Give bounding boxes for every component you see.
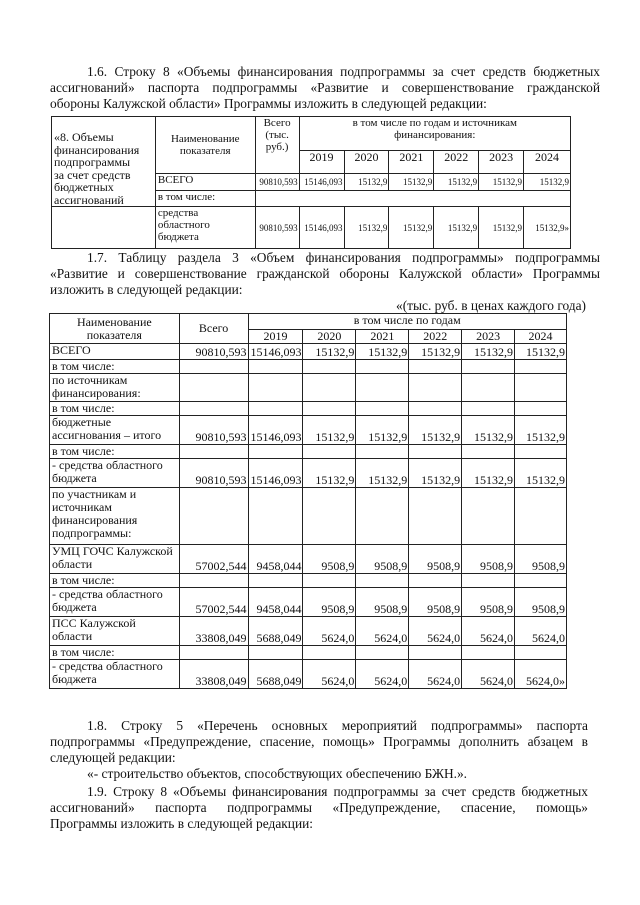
subprogram-financing-table	[49, 313, 567, 689]
cell-empty	[255, 191, 570, 207]
cell-value: 15146,093	[248, 416, 303, 445]
year-header: 2024	[515, 330, 567, 344]
table-row	[50, 445, 567, 459]
row-label: ВСЕГО	[50, 344, 180, 360]
row-label-line: бюджетных	[54, 180, 114, 194]
row-label: по источникам финансирования:	[50, 374, 180, 402]
cell-value	[409, 360, 462, 374]
cell-value	[462, 646, 515, 660]
text-line: «Развитие и совершенствование гражданской обороны Калужской области» Программы	[50, 266, 600, 281]
header-years-group: в том числе по годам	[248, 314, 567, 330]
header-total: Всего	[179, 314, 248, 344]
cell-value	[303, 646, 356, 660]
table-row	[50, 459, 567, 488]
cell-value: 5624,0	[409, 617, 462, 646]
table-row	[50, 588, 567, 617]
cell-value: 5624,0	[356, 660, 409, 689]
cell-value	[409, 488, 462, 545]
table-row	[50, 545, 567, 574]
cell-value	[356, 360, 409, 374]
cell-value: 9458,044	[248, 588, 303, 617]
cell-value	[462, 488, 515, 545]
cell-value: 9508,9	[462, 545, 515, 574]
cell-value	[248, 574, 303, 588]
cell-value	[248, 488, 303, 545]
row-label-line: финансирования	[54, 142, 140, 157]
table-row	[50, 416, 567, 445]
cell-value	[356, 646, 409, 660]
table-row	[50, 344, 567, 360]
year-header: 2023	[479, 151, 524, 174]
cell-value	[515, 445, 567, 459]
cell-total: 57002,544	[179, 545, 248, 574]
cell-total: 90810,593	[179, 344, 248, 360]
cell-value: 5624,0	[303, 660, 356, 689]
row-label-line: за счет средств	[54, 167, 131, 182]
row-label: в том числе:	[50, 574, 180, 588]
text-line: 1.9. Строку 8 «Объемы финансирования подпрограммы за счет средств бюджетных	[87, 784, 588, 799]
row-label-line: подпрограммы	[54, 155, 131, 169]
text-line: изложить в следующей редакции:	[50, 282, 243, 297]
table-row	[50, 617, 567, 646]
cell-value: 15132,9	[356, 416, 409, 445]
cell-value: 15132,9»	[524, 207, 571, 249]
year-header: 2024	[524, 151, 571, 174]
cell-value: 15132,9	[356, 344, 409, 360]
cell-value	[356, 402, 409, 416]
cell-value: 15132,9	[479, 173, 524, 190]
row-label: - средства областного бюджета	[50, 660, 180, 689]
text-line: ассигнований» паспорта подпрограммы «Развитие и совершенствование гражданской	[50, 80, 600, 95]
header-text: финансирования:	[394, 129, 476, 141]
cell-total: 33808,049	[179, 617, 248, 646]
text-line: подпрограммы «Предупреждение, спасение, помощь» Программы дополнить абзацем в	[50, 734, 588, 749]
cell-value	[356, 488, 409, 545]
table-row	[50, 360, 567, 374]
cell-value: 15132,9	[524, 173, 571, 190]
header-text: (тыс.	[265, 129, 289, 141]
cell-value	[356, 574, 409, 588]
row-label: ПСС Калужской области	[50, 617, 180, 646]
cell-value	[248, 445, 303, 459]
cell-value	[515, 488, 567, 545]
year-header: 2021	[389, 151, 434, 174]
text-line: обороны Калужской области» Программы изложить в следующей редакции:	[50, 96, 487, 111]
row-label-cell	[52, 117, 156, 207]
cell-value: 15132,9	[479, 207, 524, 249]
cell-value	[515, 360, 567, 374]
cell-total	[179, 574, 248, 588]
cell-value: 9508,9	[356, 545, 409, 574]
year-header: 2019	[248, 330, 303, 344]
cell-value: 15132,9	[303, 344, 356, 360]
cell-value: 15146,093	[248, 459, 303, 488]
paragraph-1-8	[50, 718, 588, 782]
cell-value: 5624,0	[409, 660, 462, 689]
cell-value: 5624,0	[462, 660, 515, 689]
cell-value: 15132,9	[434, 173, 479, 190]
cell-value	[248, 402, 303, 416]
cell-value	[303, 445, 356, 459]
header-indicator	[155, 117, 255, 174]
cell-value	[409, 374, 462, 402]
cell-value: 15132,9	[515, 416, 567, 445]
table-row	[50, 574, 567, 588]
cell-value	[303, 360, 356, 374]
cell-value: 5688,049	[248, 660, 303, 689]
cell-value: 9508,9	[303, 545, 356, 574]
cell-total: 90810,593	[255, 207, 299, 249]
cell-value: 15132,9	[462, 459, 515, 488]
cell-value: 9508,9	[409, 545, 462, 574]
cell-value: 15146,093	[248, 344, 303, 360]
cell-value	[248, 360, 303, 374]
text-line: 1.7. Таблицу раздела 3 «Объем финансирования подпрограммы» подпрограммы	[87, 250, 600, 265]
cell-total: 90810,593	[179, 459, 248, 488]
cell-value: 15146,093	[299, 173, 344, 190]
row-label: ВСЕГО	[155, 173, 255, 190]
row-label-line: «8. Объемы	[54, 130, 114, 144]
text-line: 1.8. Строку 5 «Перечень основных мероприятий подпрограммы» паспорта	[87, 718, 588, 733]
cell-value	[409, 574, 462, 588]
table-row	[50, 646, 567, 660]
cell-value	[409, 445, 462, 459]
year-header: 2022	[409, 330, 462, 344]
cell-value: 9508,9	[303, 588, 356, 617]
row-label: бюджетные ассигнования – итого	[50, 416, 180, 445]
header-text: Наименование	[170, 132, 240, 145]
row-label: - средства областного бюджета	[50, 459, 180, 488]
cell-value	[515, 646, 567, 660]
cell-value	[356, 445, 409, 459]
cell-value: 15132,9	[409, 416, 462, 445]
row-label: УМЦ ГОЧС Калужской области	[50, 545, 180, 574]
cell-total: 33808,049	[179, 660, 248, 689]
cell-value: 15146,093	[299, 207, 344, 249]
text-line: 1.6. Строку 8 «Объемы финансирования подпрограммы за счет средств бюджетных	[87, 64, 600, 79]
row-label: по участникам и источникам финансирования подпрограммы:	[50, 488, 180, 545]
row-label: в том числе:	[50, 402, 180, 416]
cell-value: 9508,9	[515, 588, 567, 617]
cell-value	[515, 374, 567, 402]
cell-value: 15132,9	[344, 207, 389, 249]
year-header: 2019	[299, 151, 344, 174]
cell-value: 5624,0»	[515, 660, 567, 689]
cell-value: 5624,0	[462, 617, 515, 646]
header-text: в том числе по годам и источникам	[352, 117, 517, 129]
year-header: 2020	[344, 151, 389, 174]
cell-total	[179, 445, 248, 459]
cell-value: 15132,9	[344, 173, 389, 190]
table-row	[50, 402, 567, 416]
cell-total: 90810,593	[255, 173, 299, 190]
cell-value	[303, 402, 356, 416]
cell-value	[248, 646, 303, 660]
cell-total	[179, 646, 248, 660]
text-line: Программы изложить в следующей редакции:	[50, 816, 313, 831]
paragraph-1-7	[50, 250, 600, 298]
header-years-group	[299, 117, 570, 151]
cell-value	[303, 488, 356, 545]
cell-value	[462, 445, 515, 459]
year-header: 2020	[303, 330, 356, 344]
row-label: в том числе:	[50, 445, 180, 459]
text-line: следующей редакции:	[50, 750, 176, 765]
row-label: в том числе:	[50, 646, 180, 660]
cell-value: 9458,044	[248, 545, 303, 574]
cell-total	[179, 402, 248, 416]
cell-value	[462, 360, 515, 374]
cell-value: 15132,9	[434, 207, 479, 249]
cell-value: 15132,9	[462, 344, 515, 360]
header-total	[255, 117, 299, 174]
cell-value: 15132,9	[515, 459, 567, 488]
year-header: 2021	[356, 330, 409, 344]
paragraph-1-9	[50, 784, 588, 832]
cell-value: 9508,9	[409, 588, 462, 617]
cell-value	[356, 374, 409, 402]
header-indicator: Наименование показателя	[50, 314, 180, 344]
cell-value: 15132,9	[389, 207, 434, 249]
cell-value	[462, 402, 515, 416]
cell-total	[179, 488, 248, 545]
header-text: Всего	[263, 117, 291, 129]
row-label: в том числе:	[50, 360, 180, 374]
header-text: показателя	[179, 144, 231, 157]
cell-total: 90810,593	[179, 416, 248, 445]
cell-value: 5624,0	[356, 617, 409, 646]
text-line: ассигнований» паспорта подпрограммы «Предупреждение, спасение, помощь»	[50, 800, 588, 815]
cell-value: 9508,9	[515, 545, 567, 574]
cell-total: 57002,544	[179, 588, 248, 617]
cell-value	[515, 574, 567, 588]
cell-value	[462, 374, 515, 402]
row-label: средства областного бюджета	[155, 207, 255, 249]
cell-value: 5624,0	[303, 617, 356, 646]
row-label-empty	[52, 207, 156, 249]
cell-value: 15132,9	[515, 344, 567, 360]
cell-value: 15132,9	[409, 459, 462, 488]
table-row	[50, 488, 567, 545]
cell-value: 15132,9	[462, 416, 515, 445]
cell-value	[462, 574, 515, 588]
cell-value: 5624,0	[515, 617, 567, 646]
cell-value: 9508,9	[356, 588, 409, 617]
cell-value	[409, 646, 462, 660]
cell-value	[303, 574, 356, 588]
year-header: 2022	[434, 151, 479, 174]
passport-financing-table	[51, 116, 571, 249]
cell-value: 5688,049	[248, 617, 303, 646]
table-row	[50, 374, 567, 402]
cell-value: 15132,9	[409, 344, 462, 360]
row-label: в том числе:	[155, 191, 255, 207]
cell-value: 9508,9	[462, 588, 515, 617]
cell-value	[515, 402, 567, 416]
text-line: «- строительство объектов, способствующих обеспечению БЖН.».	[87, 766, 468, 781]
cell-value: 15132,9	[389, 173, 434, 190]
cell-value	[409, 402, 462, 416]
cell-value	[248, 374, 303, 402]
cell-total	[179, 374, 248, 402]
cell-value: 15132,9	[303, 459, 356, 488]
header-text: руб.)	[265, 141, 289, 153]
unit-note: «(тыс. руб. в ценах каждого года)	[396, 298, 587, 313]
cell-value: 15132,9	[356, 459, 409, 488]
paragraph-1-6	[50, 64, 600, 112]
table-row	[52, 207, 571, 249]
row-label-line: ассигнований	[54, 192, 124, 207]
cell-value: 15132,9	[303, 416, 356, 445]
cell-total	[179, 360, 248, 374]
table-row	[50, 660, 567, 689]
row-label: - средства областного бюджета	[50, 588, 180, 617]
year-header: 2023	[462, 330, 515, 344]
cell-value	[303, 374, 356, 402]
